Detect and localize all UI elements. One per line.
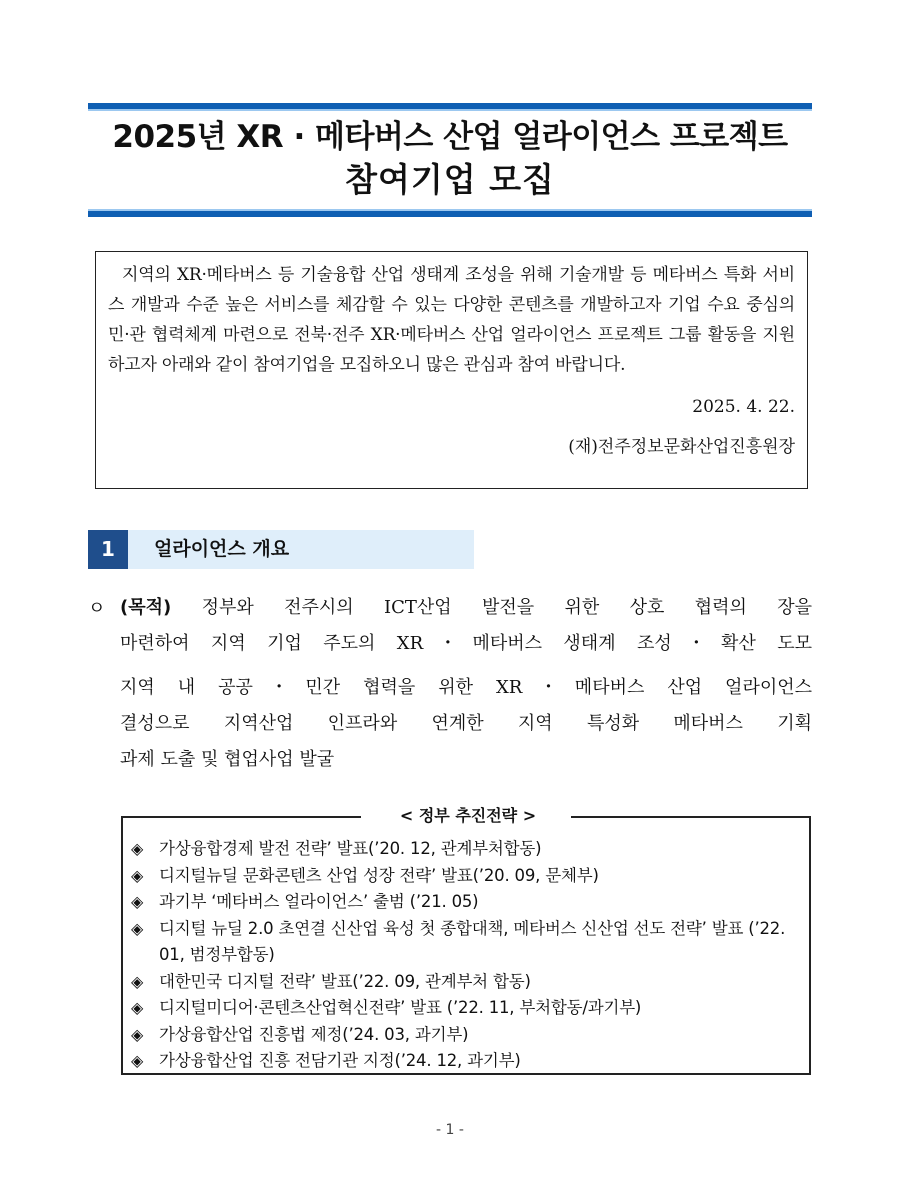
diamond-bullet-icon: ◈ [131, 1024, 144, 1044]
diamond-bullet-icon: ◈ [131, 839, 144, 858]
document-title: 2025년 XR · 메타버스 산업 얼라이언스 프로젝트 [112, 119, 788, 155]
diamond-bullet-icon: ◈ [131, 865, 144, 885]
purpose-paragraph-2 [88, 670, 812, 778]
list-item [131, 916, 803, 969]
strategy-item-text: 디지털미디어·콘텐츠산업혁신전략’ 발표 (’22. 11, 부처합동/과기부) [159, 998, 642, 1017]
list-item [131, 1048, 803, 1075]
purpose-line [120, 590, 812, 626]
strategy-box [121, 806, 811, 1075]
document-title-block [88, 103, 812, 217]
list-item [131, 969, 803, 996]
diamond-bullet-icon: ◈ [131, 1051, 144, 1070]
strategy-label: < 정부 추진전략 > [399, 806, 537, 825]
strategy-item-text: 대한민국 디지털 전략’ 발표(’22. 09, 관계부처 합동) [159, 971, 531, 991]
strategy-top-rule-right [571, 816, 809, 818]
purpose-paragraph [88, 590, 812, 778]
diamond-bullet-icon: ◈ [131, 918, 144, 938]
title-bottom-rule [88, 209, 812, 217]
diamond-bullet-icon: ◈ [131, 971, 144, 991]
purpose-line: 결성으로 지역산업 인프라와 연계한 지역 특성화 메타버스 기획 [120, 713, 812, 734]
diamond-bullet-icon: ◈ [131, 998, 144, 1017]
document-subtitle: 참여기업 모집 [345, 160, 555, 199]
purpose-line: 과제 도출 및 협업사업 발굴 [120, 749, 335, 770]
list-item [131, 836, 803, 863]
section-number: 1 [88, 530, 128, 569]
title-top-rule [88, 103, 812, 111]
strategy-item-text: 과기부 ‘메타버스 얼라이언스’ 출범 (’21. 05) [159, 892, 479, 911]
purpose-bullet: ㅇ [88, 598, 106, 619]
strategy-item-text: 디지털 뉴딜 2.0 초연결 신산업 육성 첫 종합대책, 메타버스 신산업 선도 전략’ 발표 (’22. 01, 범정부합동) [159, 918, 786, 964]
section-header [88, 530, 474, 569]
strategy-item-text: 가상융합경제 발전 전략’ 발표(’20. 12, 관계부처합동) [159, 839, 542, 858]
strategy-item-text: 디지털뉴딜 문화콘텐츠 산업 성장 전략’ 발표(’20. 09, 문체부) [159, 865, 599, 885]
page-number: - 1 - [436, 1122, 464, 1138]
purpose-label: (목적) [120, 597, 172, 618]
purpose-line: 지역 내 공공・민간 협력을 위한 XR・메타버스 산업 얼라이언스 [120, 677, 812, 698]
section-title: 얼라이언스 개요 [154, 538, 290, 560]
strategy-item-text: 가상융합산업 진흥법 제정(’24. 03, 과기부) [159, 1024, 469, 1044]
strategy-list [131, 836, 803, 1075]
intro-box [95, 251, 808, 489]
strategy-item-text: 가상융합산업 진흥 전담기관 지정(’24. 12, 과기부) [159, 1051, 521, 1070]
list-item [131, 1022, 803, 1049]
strategy-top-rule-left [123, 816, 361, 818]
purpose-line: 마련하여 지역 기업 주도의 XR・메타버스 생태계 조성・확산 도모 [120, 633, 812, 654]
intro-date: 2025. 4. 22. [692, 397, 795, 417]
list-item [131, 863, 803, 890]
intro-text: 지역의 XR·메타버스 등 기술융합 산업 생태계 조성을 위해 기술개발 등 메타버스 특화 서비스 개발과 수준 높은 서비스를 체감할 수 있는 다양한 콘텐츠를 개발하고자 기업 수요 중심의 민·관 협력체계 마련으로 전북·전주 XR·메타버스 산업 얼라이언스 프로젝트 그룹 활동을 지원하고자 아래와 같이 참여기업을 모집하오니 많은 관심과 참여 바랍니다. [108, 265, 795, 375]
list-item [131, 889, 803, 916]
list-item [131, 995, 803, 1022]
purpose-line-text: 정부와 전주시의 ICT산업 발전을 위한 상호 협력의 장을 [201, 597, 812, 618]
diamond-bullet-icon: ◈ [131, 892, 144, 911]
intro-organization: (재)전주정보문화산업진흥원장 [568, 437, 795, 457]
